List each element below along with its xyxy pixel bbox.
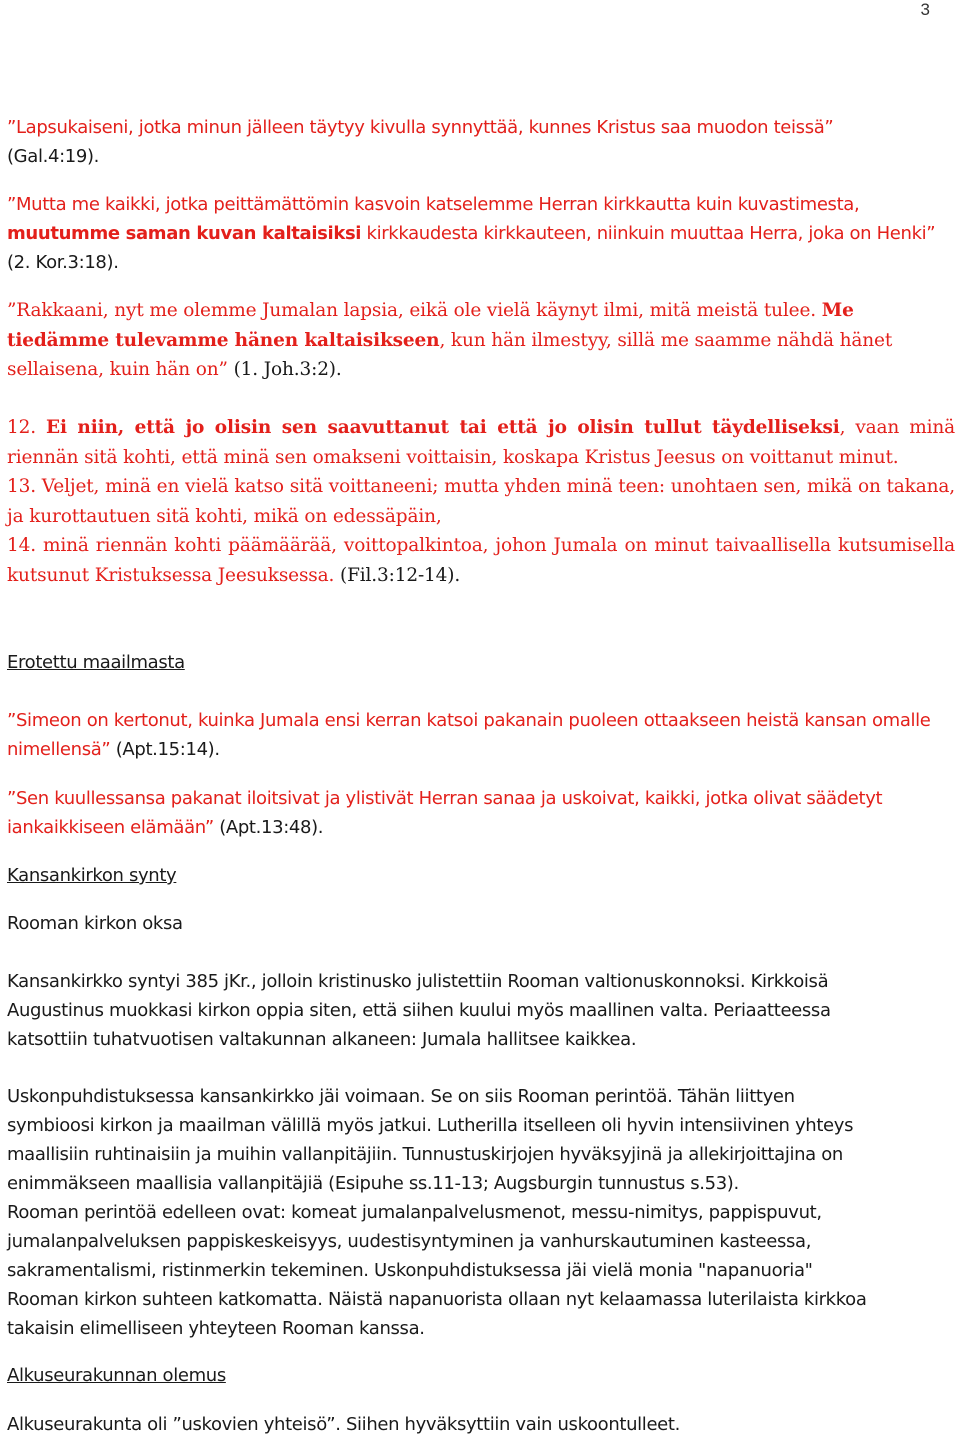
- text-line: jumalanpalveluksen pappiskeskeisyys, uudestisyntyminen ja vanhurskautuminen kasteessa,: [7, 1231, 812, 1252]
- quote-reference: (2. Kor.3:18).: [7, 252, 119, 273]
- text-line: katsottiin tuhatvuotisen valtakunnan alkaneen: Jumala hallitsee kaikkea.: [7, 1029, 637, 1050]
- text-line: takaisin elimelliseen yhteyteen Rooman kanssa.: [7, 1318, 425, 1339]
- quote-philippians: [7, 413, 955, 590]
- paragraph-2: [7, 1082, 955, 1343]
- quote-text: , kun hän ilmestyy, sillä me saamme nähdä hänet sellaisena, kuin hän on”: [7, 329, 893, 380]
- quote-galatians: [7, 113, 955, 171]
- text-line: Kansankirkko syntyi 385 jKr., jolloin kristinusko julistettiin Rooman valtionuskonnoksi. Kirkkoisä: [7, 971, 829, 992]
- quote-acts-15: [7, 706, 955, 764]
- text-line: Augustinus muokkasi kirkon oppia siten, että siihen kuului myös maallinen valta. Periaatteessa: [7, 1000, 831, 1021]
- text-line: enimmäkseen maallisia vallanpitäjiä (Esipuhe ss.11-13; Augsburgin tunnustus s.53).: [7, 1173, 739, 1194]
- text-line: Rooman kirkon suhteen katkomatta. Näistä napanuorista ollaan nyt kelaamassa luterilaista kirkkoa: [7, 1289, 867, 1310]
- quote-text: kirkkaudesta kirkkauteen, niinkuin muuttaa Herra, joka on Henki”: [361, 223, 936, 244]
- quote-text: ”Sen kuullessansa pakanat iloitsivat ja ylistivät Herran sanaa ja uskoivat, kaikki, jotka olivat säädetyt iankaikkiseen elämään”: [7, 788, 883, 838]
- quote-emphasis: Me tiedämme tulevamme hänen kaltaisikseen: [7, 300, 854, 351]
- text-line: Uskonpuhdistuksessa kansankirkko jäi voimaan. Se on siis Rooman perintöä. Tähän liittyen: [7, 1086, 795, 1107]
- verse-14: 14. minä riennän kohti päämäärää, voittopalkintoa, johon Jumala on minut taivaallisella kutsumisella kutsunut Kristuksessa Jeesuksessa.: [7, 535, 955, 586]
- verse-13: 13. Veljet, minä en vielä katso sitä voittaneeni; mutta yhden minä teen: unohtaen sen, mikä on takana, ja kurottautuen sitä kohti, mikä on edessäpäin,: [7, 476, 955, 527]
- section-heading-alkuseurakunta: Alkuseurakunnan olemus: [7, 1365, 226, 1386]
- quote-reference: (Fil.3:12-14).: [334, 564, 461, 586]
- section-heading-kansankirkko: Kansankirkon synty: [7, 865, 177, 886]
- quote-emphasis: muutumme saman kuvan kaltaisiksi: [7, 223, 362, 244]
- quote-text: ”Lapsukaiseni, jotka minun jälleen täytyy kivulla synnyttää, kunnes Kristus saa muodon teissä”: [7, 117, 834, 138]
- quote-john: [7, 296, 955, 385]
- last-line: Alkuseurakunta oli ”uskovien yhteisö”. Siihen hyväksyttiin vain uskoontulleet.: [7, 1414, 680, 1435]
- quote-reference: (Apt.13:48).: [213, 817, 324, 838]
- quote-text: ”Mutta me kaikki, jotka peittämättömin kasvoin katselemme Herran kirkkautta kuin kuvastimesta,: [7, 194, 860, 215]
- text-line: maallisiin ruhtinaisiin ja muihin vallanpitäjiin. Tunnustuskirjojen hyväksyjinä ja allekirjoittajina on: [7, 1144, 843, 1165]
- verse-number: 12.: [7, 417, 46, 438]
- quote-acts-13: [7, 784, 955, 842]
- quote-reference: (Apt.15:14).: [110, 739, 220, 760]
- text-line: Rooman perintöä edelleen ovat: komeat jumalanpalvelusmenot, messu-nimitys, pappispuvut,: [7, 1202, 822, 1223]
- quote-corinthians: [7, 190, 955, 277]
- text-line: sakramentalismi, ristinmerkin tekeminen. Uskonpuhdistuksessa jäi vielä monia "napanuoria": [7, 1260, 813, 1281]
- subheading: Rooman kirkon oksa: [7, 913, 183, 934]
- text-line: symbioosi kirkon ja maailman välillä myös jatkui. Lutherilla itselleen oli hyvin intensiivinen yhteys: [7, 1115, 854, 1136]
- quote-emphasis: Ei niin, että jo olisin sen saavuttanut tai että jo olisin tullut täydelliseksi: [46, 417, 840, 438]
- page-number: 3: [920, 0, 930, 19]
- quote-text: ”Rakkaani, nyt me olemme Jumalan lapsia, eikä ole vielä käynyt ilmi, mitä meistä tulee.: [7, 300, 822, 321]
- quote-text: ”Simeon on kertonut, kuinka Jumala ensi kerran katsoi pakanain puoleen ottaakseen heistä kansan omalle nimellensä”: [7, 710, 931, 760]
- quote-reference: (1. Joh.3:2).: [227, 359, 342, 380]
- paragraph-1: [7, 967, 955, 1054]
- section-heading-erotettu: Erotettu maailmasta: [7, 652, 185, 673]
- quote-text: , vaan minä riennän sitä kohti, että minä sen omakseni voittaisin, koskapa Kristus Jeesus on voittanut minut.: [7, 417, 956, 468]
- quote-reference: (Gal.4:19).: [7, 146, 100, 167]
